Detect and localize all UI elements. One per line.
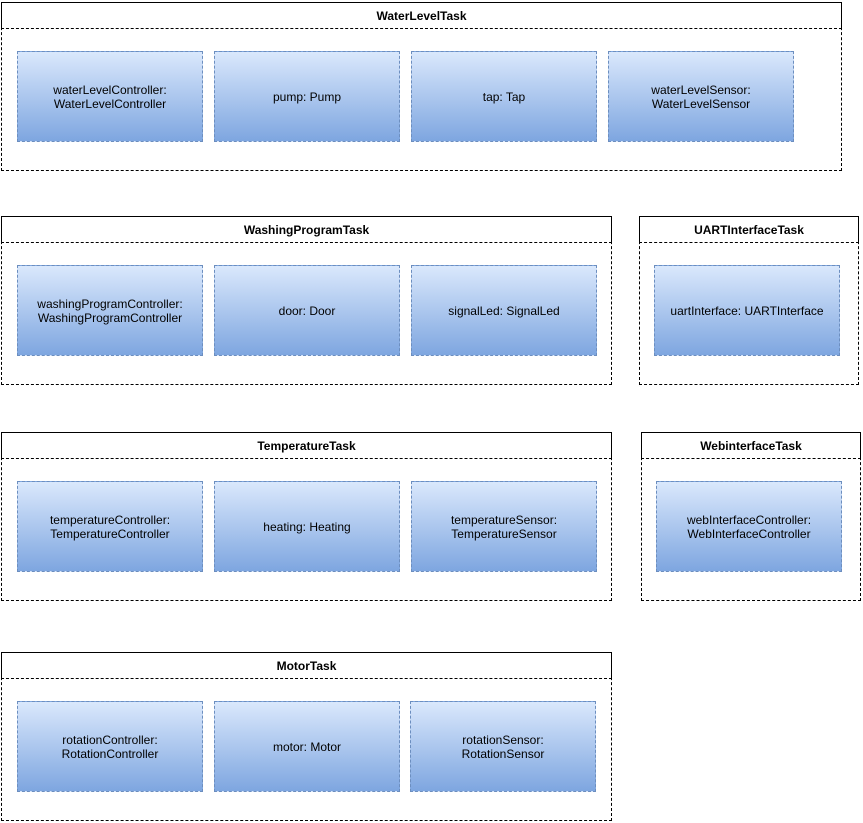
object-type: TemperatureSensor [451, 526, 557, 541]
water-level-task-title: WaterLevelTask [1, 2, 842, 29]
rotation-controller-object[interactable] [17, 701, 203, 792]
object-label: signalLed: SignalLed [448, 303, 560, 318]
object-label: webInterfaceController: [686, 512, 812, 527]
pump-object[interactable] [214, 51, 400, 142]
web-interface-task-title: WebinterfaceTask [641, 432, 861, 459]
motor-object[interactable] [214, 701, 400, 792]
temperature-task[interactable] [1, 432, 612, 601]
motor-task[interactable] [1, 652, 612, 821]
object-label: rotationSensor: [462, 732, 544, 747]
door-object[interactable] [214, 265, 400, 356]
object-type: RotationController [61, 746, 159, 761]
web-interface-controller-object[interactable] [656, 481, 842, 572]
object-label: door: Door [278, 303, 336, 318]
object-label: temperatureSensor: [450, 512, 558, 527]
object-type: WaterLevelSensor [651, 96, 751, 111]
object-label: tap: Tap [482, 89, 526, 104]
water-level-sensor-object[interactable] [608, 51, 794, 142]
object-type: WaterLevelController [53, 96, 167, 111]
object-label: rotationController: [62, 732, 158, 747]
heating-object[interactable] [214, 481, 400, 572]
water-level-task[interactable] [1, 2, 842, 171]
object-label: motor: Motor [272, 739, 341, 754]
temperature-sensor-object[interactable] [411, 481, 597, 572]
object-label: pump: Pump [272, 89, 342, 104]
object-type: WashingProgramController [37, 310, 183, 325]
object-type: TemperatureController [50, 526, 170, 541]
water-level-controller-object[interactable] [17, 51, 203, 142]
temperature-task-title: TemperatureTask [1, 432, 612, 459]
washing-program-task-title: WashingProgramTask [1, 216, 612, 243]
object-label: uartInterface: UARTInterface [670, 303, 824, 318]
object-type: WebInterfaceController [687, 526, 811, 541]
temperature-controller-object[interactable] [17, 481, 203, 572]
uart-interface-task-title: UARTInterfaceTask [639, 216, 859, 243]
signal-led-object[interactable] [411, 265, 597, 356]
uart-interface-task[interactable] [639, 216, 859, 385]
object-type: RotationSensor [461, 746, 545, 761]
uart-interface-object[interactable] [654, 265, 840, 356]
object-label: heating: Heating [263, 519, 351, 534]
washing-program-task[interactable] [1, 216, 612, 385]
object-label: washingProgramController: [37, 296, 183, 311]
object-label: temperatureController: [49, 512, 171, 527]
tap-object[interactable] [411, 51, 597, 142]
rotation-sensor-object[interactable] [410, 701, 596, 792]
object-label: waterLevelController: [53, 82, 167, 97]
motor-task-title: MotorTask [1, 652, 612, 679]
washing-program-controller-object[interactable] [17, 265, 203, 356]
object-label: waterLevelSensor: [651, 82, 751, 97]
web-interface-task[interactable] [641, 432, 861, 601]
